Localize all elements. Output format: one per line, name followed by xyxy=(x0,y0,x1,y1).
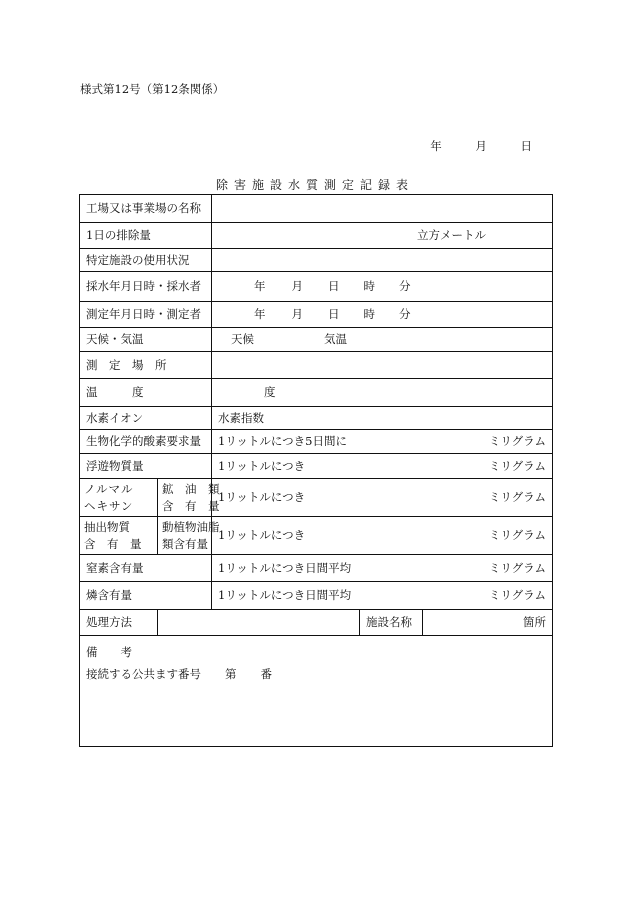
row-measuring xyxy=(80,302,553,328)
places-unit: 箇所 xyxy=(523,615,547,630)
measuring-year: 年 xyxy=(254,307,266,322)
ss-value xyxy=(212,454,553,479)
row-treatment xyxy=(80,610,553,636)
animal-oil-value-text: 1リットルにつき xyxy=(218,528,306,543)
row-location xyxy=(80,352,553,379)
extract-label-line2: 含 有 量 xyxy=(84,536,142,551)
row-extract-animal xyxy=(80,517,553,555)
weather-value: 天候 xyxy=(231,332,254,347)
row-phosphorus xyxy=(80,582,553,610)
form-number: 様式第12号（第12条関係） xyxy=(80,82,225,96)
temperature-unit: 度 xyxy=(264,385,276,400)
date-line xyxy=(430,138,532,154)
record-table xyxy=(79,194,553,747)
temperature-label: 温 度 xyxy=(80,379,212,407)
date-month: 月 xyxy=(475,139,487,153)
document-title: 除害施設水質測定記録表 xyxy=(215,178,414,192)
measuring-datetime xyxy=(212,302,553,328)
row-nhex-mineral xyxy=(80,479,553,517)
phosphorus-unit: ミリグラム xyxy=(488,588,547,603)
row-temperature xyxy=(80,379,553,407)
daily-discharge-label: 1日の排除量 xyxy=(80,223,212,249)
sampling-day: 日 xyxy=(328,279,340,294)
row-weather xyxy=(80,328,553,352)
remarks-cell xyxy=(80,636,553,747)
nhex-label-line2: ヘキサン xyxy=(84,498,134,513)
facility-name-value xyxy=(212,195,553,223)
animal-oil-line1: 動植物油脂 xyxy=(162,520,220,535)
bod-unit: ミリグラム xyxy=(488,434,547,449)
ss-label: 浮遊物質量 xyxy=(80,454,212,479)
animal-oil-label xyxy=(158,517,220,555)
row-sampling xyxy=(80,272,553,302)
phosphorus-value xyxy=(212,582,553,610)
phosphorus-label: 燐含有量 xyxy=(80,582,212,610)
row-ss xyxy=(80,454,553,479)
nitrogen-unit: ミリグラム xyxy=(488,560,547,575)
extract-label-line1: 抽出物質 xyxy=(84,520,130,535)
mineral-oil-value-text: 1リットルにつき xyxy=(218,490,306,505)
animal-oil-line2: 類含有量 xyxy=(162,536,208,551)
date-day: 日 xyxy=(520,139,532,153)
facility-label: 施設名称 xyxy=(360,610,423,636)
row-facility-name xyxy=(80,195,553,223)
temperature-value xyxy=(212,379,553,407)
extract-label xyxy=(80,517,158,555)
sewer-ban: 番 xyxy=(260,667,272,681)
usage-status-value xyxy=(212,249,553,272)
phosphorus-value-text: 1リットルにつき日間平均 xyxy=(218,588,352,603)
daily-discharge-unit: 立方メートル xyxy=(417,228,486,243)
sampling-month: 月 xyxy=(291,279,303,294)
row-nitrogen xyxy=(80,555,553,582)
location-value xyxy=(212,352,553,379)
measuring-minute: 分 xyxy=(399,307,411,322)
nhex-label xyxy=(80,479,158,517)
ss-value-text: 1リットルにつき xyxy=(218,458,306,473)
animal-oil-unit: ミリグラム xyxy=(488,528,547,543)
weather-label: 天候・気温 xyxy=(80,328,212,352)
places-value xyxy=(423,610,553,636)
sewer-label: 接続する公共ます番号 xyxy=(86,667,201,681)
sampling-year: 年 xyxy=(254,279,266,294)
row-bod xyxy=(80,430,553,454)
ph-label: 水素指数 xyxy=(218,410,264,425)
measuring-hour: 時 xyxy=(363,307,375,322)
sampling-label: 採水年月日時・採水者 xyxy=(80,272,212,302)
bod-value-text: 1リットルにつき5日間に xyxy=(218,434,347,449)
mineral-oil-unit: ミリグラム xyxy=(488,490,547,505)
sampling-datetime xyxy=(212,272,553,302)
nhex-label-line1: ノルマル xyxy=(84,482,134,497)
nitrogen-label: 窒素含有量 xyxy=(80,555,212,582)
measuring-label: 測定年月日時・測定者 xyxy=(80,302,212,328)
bod-label: 生物化学的酸素要求量 xyxy=(80,430,212,454)
mineral-oil-line1: 鉱 油 類 xyxy=(162,482,220,497)
facility-name-label: 工場又は事業場の名称 xyxy=(80,195,212,223)
nitrogen-value xyxy=(212,555,553,582)
nitrogen-value-text: 1リットルにつき日間平均 xyxy=(218,560,352,575)
sampling-hour: 時 xyxy=(363,279,375,294)
mineral-oil-label xyxy=(158,479,220,517)
weather-value-cell xyxy=(212,328,553,352)
animal-oil-value xyxy=(212,517,553,555)
sewer-dai: 第 xyxy=(225,667,237,681)
date-year: 年 xyxy=(430,139,442,153)
ph-value xyxy=(212,407,553,430)
daily-discharge-value xyxy=(212,223,553,249)
measuring-month: 月 xyxy=(291,307,303,322)
treatment-value xyxy=(158,610,360,636)
treatment-label: 処理方法 xyxy=(80,610,158,636)
row-hydrogen-ion xyxy=(80,407,553,430)
measuring-day: 日 xyxy=(328,307,340,322)
mineral-oil-value xyxy=(212,479,553,517)
location-label: 測 定 場 所 xyxy=(80,352,212,379)
row-usage-status xyxy=(80,249,553,272)
temperature-air-value: 気温 xyxy=(324,332,347,347)
remarks-label: 備 考 xyxy=(86,645,132,659)
row-daily-discharge xyxy=(80,223,553,249)
mineral-oil-line2: 含 有 量 xyxy=(162,498,220,513)
sampling-minute: 分 xyxy=(399,279,411,294)
usage-status-label: 特定施設の使用状況 xyxy=(80,249,212,272)
bod-value xyxy=(212,430,553,454)
row-remarks xyxy=(80,636,553,747)
hydrogen-ion-label: 水素イオン xyxy=(80,407,212,430)
ss-unit: ミリグラム xyxy=(488,458,547,473)
